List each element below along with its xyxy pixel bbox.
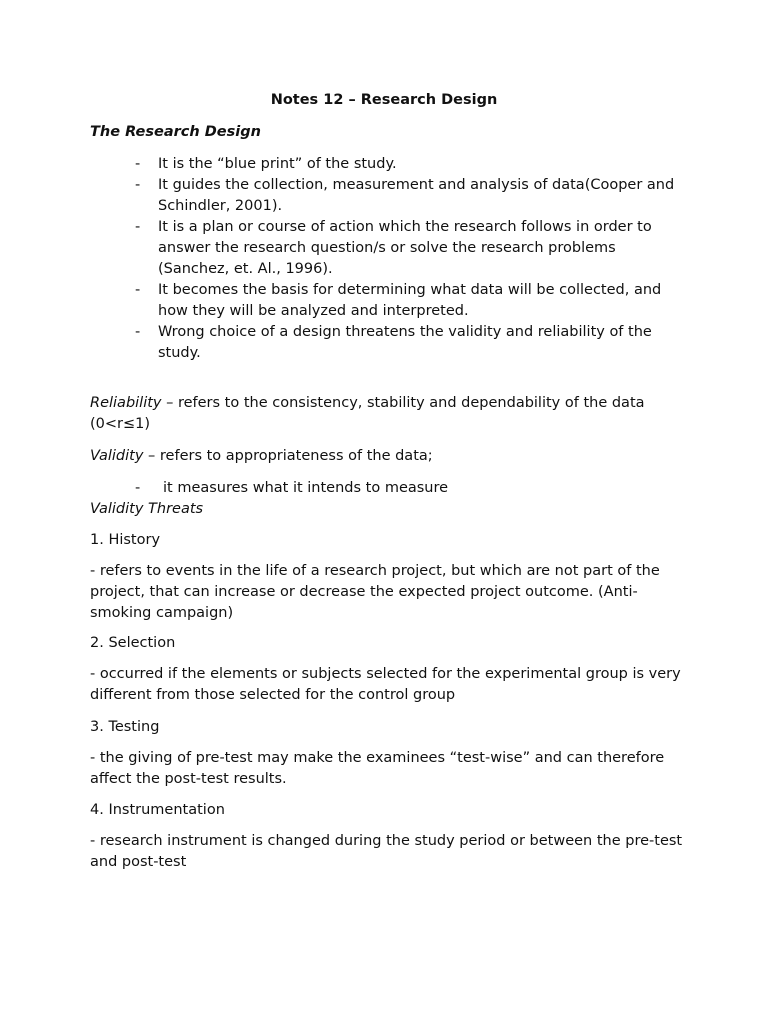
- list-item: [90, 154, 690, 175]
- bullet-text: It is the “blue print” of the study.: [158, 156, 397, 172]
- bullet-dash: -: [135, 177, 141, 193]
- validity-term: Validity: [90, 448, 144, 464]
- bullet-dash: -: [135, 324, 141, 340]
- list-item: [90, 322, 690, 364]
- validity-paragraph: [90, 446, 690, 467]
- threat-description-history: - refers to events in the life of a research project, but which are not part of the project, that can increase or decrease the expected project outcome. (Anti-smoking campaign): [90, 563, 660, 621]
- threats-heading: Validity Threats: [90, 501, 204, 517]
- bullet-text: It guides the collection, measurement and analysis of data(Cooper and Schindler, 2001).: [158, 177, 675, 214]
- list-item: [90, 280, 690, 322]
- bullet-dash: -: [135, 219, 141, 235]
- threat-title-selection: 2. Selection: [90, 635, 176, 651]
- bullet-dash: -: [135, 282, 141, 298]
- document-title: Notes 12 – Research Design: [270, 92, 498, 108]
- threat-description-testing: - the giving of pre-test may make the examinees “test-wise” and can therefore affect the post-test results.: [90, 750, 665, 787]
- section-heading: The Research Design: [90, 124, 261, 140]
- threat-title-history: 1. History: [90, 532, 161, 548]
- reliability-paragraph: [90, 393, 690, 435]
- bullet-dash: -: [135, 480, 141, 496]
- reliability-term: Reliability: [90, 395, 162, 411]
- threat-description-selection: - occurred if the elements or subjects selected for the experimental group is very different from those selected for the control group: [90, 666, 681, 703]
- bullet-dash: -: [135, 156, 141, 172]
- research-design-bullets: [90, 154, 690, 364]
- threat-title-testing: 3. Testing: [90, 719, 160, 735]
- validity-sub-text: it measures what it intends to measure: [163, 480, 449, 496]
- bullet-text: It is a plan or course of action which the research follows in order to answer the research question/s or solve the research problems (Sanchez, et. Al., 1996).: [158, 219, 652, 277]
- reliability-definition: – refers to the consistency, stability and dependability of the data (0<r≤1): [90, 395, 645, 432]
- bullet-text: It becomes the basis for determining what data will be collected, and how they will be analyzed and interpreted.: [158, 282, 662, 319]
- threat-description-instrumentation: - research instrument is changed during the study period or between the pre-test and post-test: [90, 833, 683, 870]
- bullet-text: Wrong choice of a design threatens the validity and reliability of the study.: [158, 324, 652, 361]
- validity-definition: – refers to appropriateness of the data;: [143, 448, 433, 464]
- list-item: [90, 217, 690, 280]
- threat-title-instrumentation: 4. Instrumentation: [90, 802, 225, 818]
- list-item: [90, 175, 690, 217]
